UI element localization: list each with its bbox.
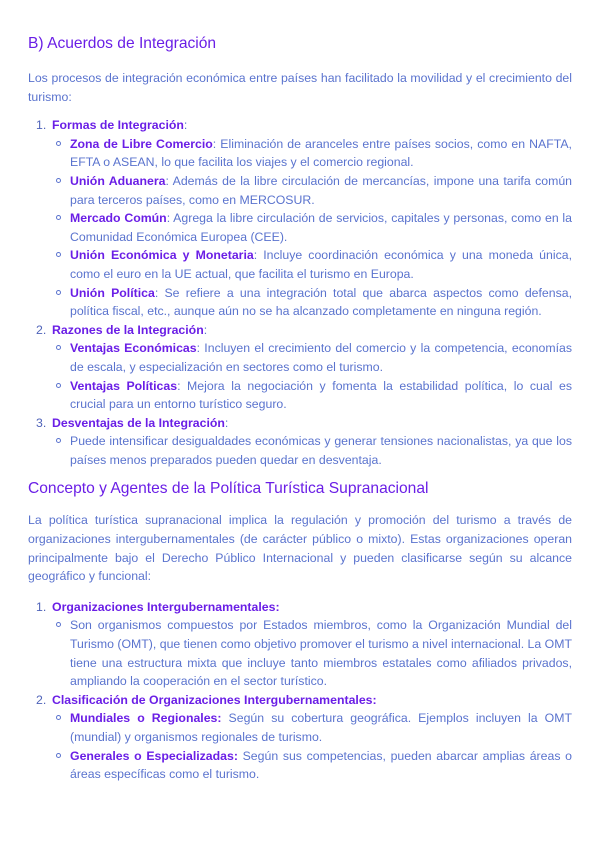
- sub-list: [70, 339, 572, 413]
- item-number: 2.: [36, 692, 47, 707]
- sub-item: [70, 209, 572, 246]
- circle-bullet-icon: [56, 215, 61, 220]
- sub-item: [70, 432, 572, 469]
- sub-item: [70, 172, 572, 209]
- circle-bullet-icon: [56, 252, 61, 257]
- item-heading: Desventajas de la Integración: [52, 415, 225, 430]
- circle-bullet-icon: [56, 383, 61, 388]
- sub-item-term: Unión Económica y Monetaria: [70, 248, 254, 263]
- list-item: [36, 116, 572, 321]
- sub-item-term: Unión Política: [70, 285, 155, 300]
- sub-item-term: Ventajas Políticas: [70, 378, 178, 393]
- item-heading-suffix: :: [224, 415, 229, 430]
- sub-item: [70, 339, 572, 376]
- sub-item-text: Según sus competencias, pueden abarcar amplias áreas o áreas específicas como el turismo.: [70, 748, 572, 782]
- sub-item-term: Unión Aduanera: [70, 173, 166, 188]
- item-heading: Formas de Integración: [52, 118, 184, 133]
- item-number: 2.: [36, 322, 47, 337]
- item-heading: Razones de la Integración: [52, 322, 204, 337]
- sub-item-term: Mercado Común: [70, 211, 167, 226]
- sub-item-term: Generales o Especializadas:: [70, 748, 238, 763]
- circle-bullet-icon: [56, 345, 61, 350]
- sub-item-text: : Mejora la negociación y fomenta la estabilidad política, lo cual es crucial para un entorno turístico seguro.: [70, 378, 572, 412]
- sub-list: [70, 709, 572, 783]
- circle-bullet-icon: [56, 622, 61, 627]
- section-b-intro: Los procesos de integración económica entre países han facilitado la movilidad y el crecimiento del turismo:: [28, 71, 572, 104]
- item-number: 3.: [36, 415, 47, 430]
- sub-item-text: : Además de la libre circulación de mercancías, impone una tarifa común para terceros países, como en MERCOSUR.: [70, 173, 572, 207]
- item-heading: Organizaciones Intergubernamentales:: [52, 599, 280, 614]
- item-heading-suffix: :: [203, 322, 208, 337]
- section-c-title: Concepto y Agentes de la Política Turística Supranacional: [28, 480, 429, 498]
- sub-item-text: Son organismos compuestos por Estados miembros, como la Organización Mundial del Turismo (OMT), que tienen como objetivo promover el turismo a nivel internacional. La OMT tiene una estructura mixta que incluye tanto miembros estatales como afiliados privados, ampliando la cooperación en el sector turístico.: [70, 618, 572, 689]
- sub-item: [70, 135, 572, 172]
- section-c-list: [36, 598, 572, 784]
- circle-bullet-icon: [56, 438, 61, 443]
- circle-bullet-icon: [56, 141, 61, 146]
- circle-bullet-icon: [56, 715, 61, 720]
- sub-item: [70, 377, 572, 414]
- sub-item-text: : Se refiere a una integración total que abarca aspectos como defensa, política fiscal, etc., aunque aún no se ha alcanzado completamente en ninguna región.: [70, 285, 573, 319]
- sub-item: [70, 246, 572, 283]
- item-number: 1.: [36, 118, 47, 133]
- sub-list: [70, 432, 572, 469]
- item-heading: Clasificación de Organizaciones Intergubernamentales:: [52, 692, 377, 707]
- sub-item-term: Zona de Libre Comercio: [70, 136, 213, 151]
- sub-list: [70, 616, 572, 690]
- sub-item-term: Ventajas Económicas: [70, 341, 197, 356]
- section-b-title: B) Acuerdos de Integración: [28, 35, 217, 52]
- sub-item-text: : Eliminación de aranceles entre países socios, como en NAFTA, EFTA o ASEAN, lo que facilita los viajes y el comercio regional.: [70, 136, 572, 170]
- list-item: [36, 691, 572, 784]
- circle-bullet-icon: [56, 178, 61, 183]
- sub-item: [70, 709, 572, 746]
- sub-list: [70, 135, 572, 321]
- sub-item: [70, 747, 572, 784]
- item-number: 1.: [36, 599, 47, 614]
- sub-item-text: : Incluyen el crecimiento del comercio y la competencia, economías de escala, y especialización en sectores como el turismo.: [70, 341, 573, 374]
- sub-item: [70, 284, 572, 321]
- section-b-list: [36, 116, 572, 469]
- sub-item-text: : Incluye coordinación económica y una moneda única, como el euro en la UE actual, que facilita el turismo en Europa.: [70, 248, 572, 281]
- list-item: [36, 414, 572, 470]
- circle-bullet-icon: [56, 290, 61, 295]
- item-heading-suffix: :: [183, 118, 188, 133]
- sub-item-text: Puede intensificar desigualdades económicas y generar tensiones nacionalistas, ya que los países menos preparados pueden quedar en desventaja.: [70, 434, 572, 467]
- list-item: [36, 321, 572, 414]
- sub-item-term: Mundiales o Regionales:: [70, 711, 222, 726]
- sub-item: [70, 616, 572, 690]
- sub-item-text: Según su cobertura geográfica. Ejemplos incluyen la OMT (mundial) y organismos regionales de turismo.: [70, 711, 572, 744]
- section-c-intro: La política turística supranacional implica la regulación y promoción del turismo a través de organizaciones intergubernamentales (de carácter público o mixto). Estas organizaciones operan principalmente bajo el Derecho Público Internacional y pueden clasificarse según su alcance geográfico y funcional:: [28, 513, 572, 584]
- circle-bullet-icon: [56, 753, 61, 758]
- list-item: [36, 598, 572, 691]
- sub-item-text: : Agrega la libre circulación de servicios, capitales y personas, como en la Comunidad Económica Europea (CEE).: [70, 211, 572, 244]
